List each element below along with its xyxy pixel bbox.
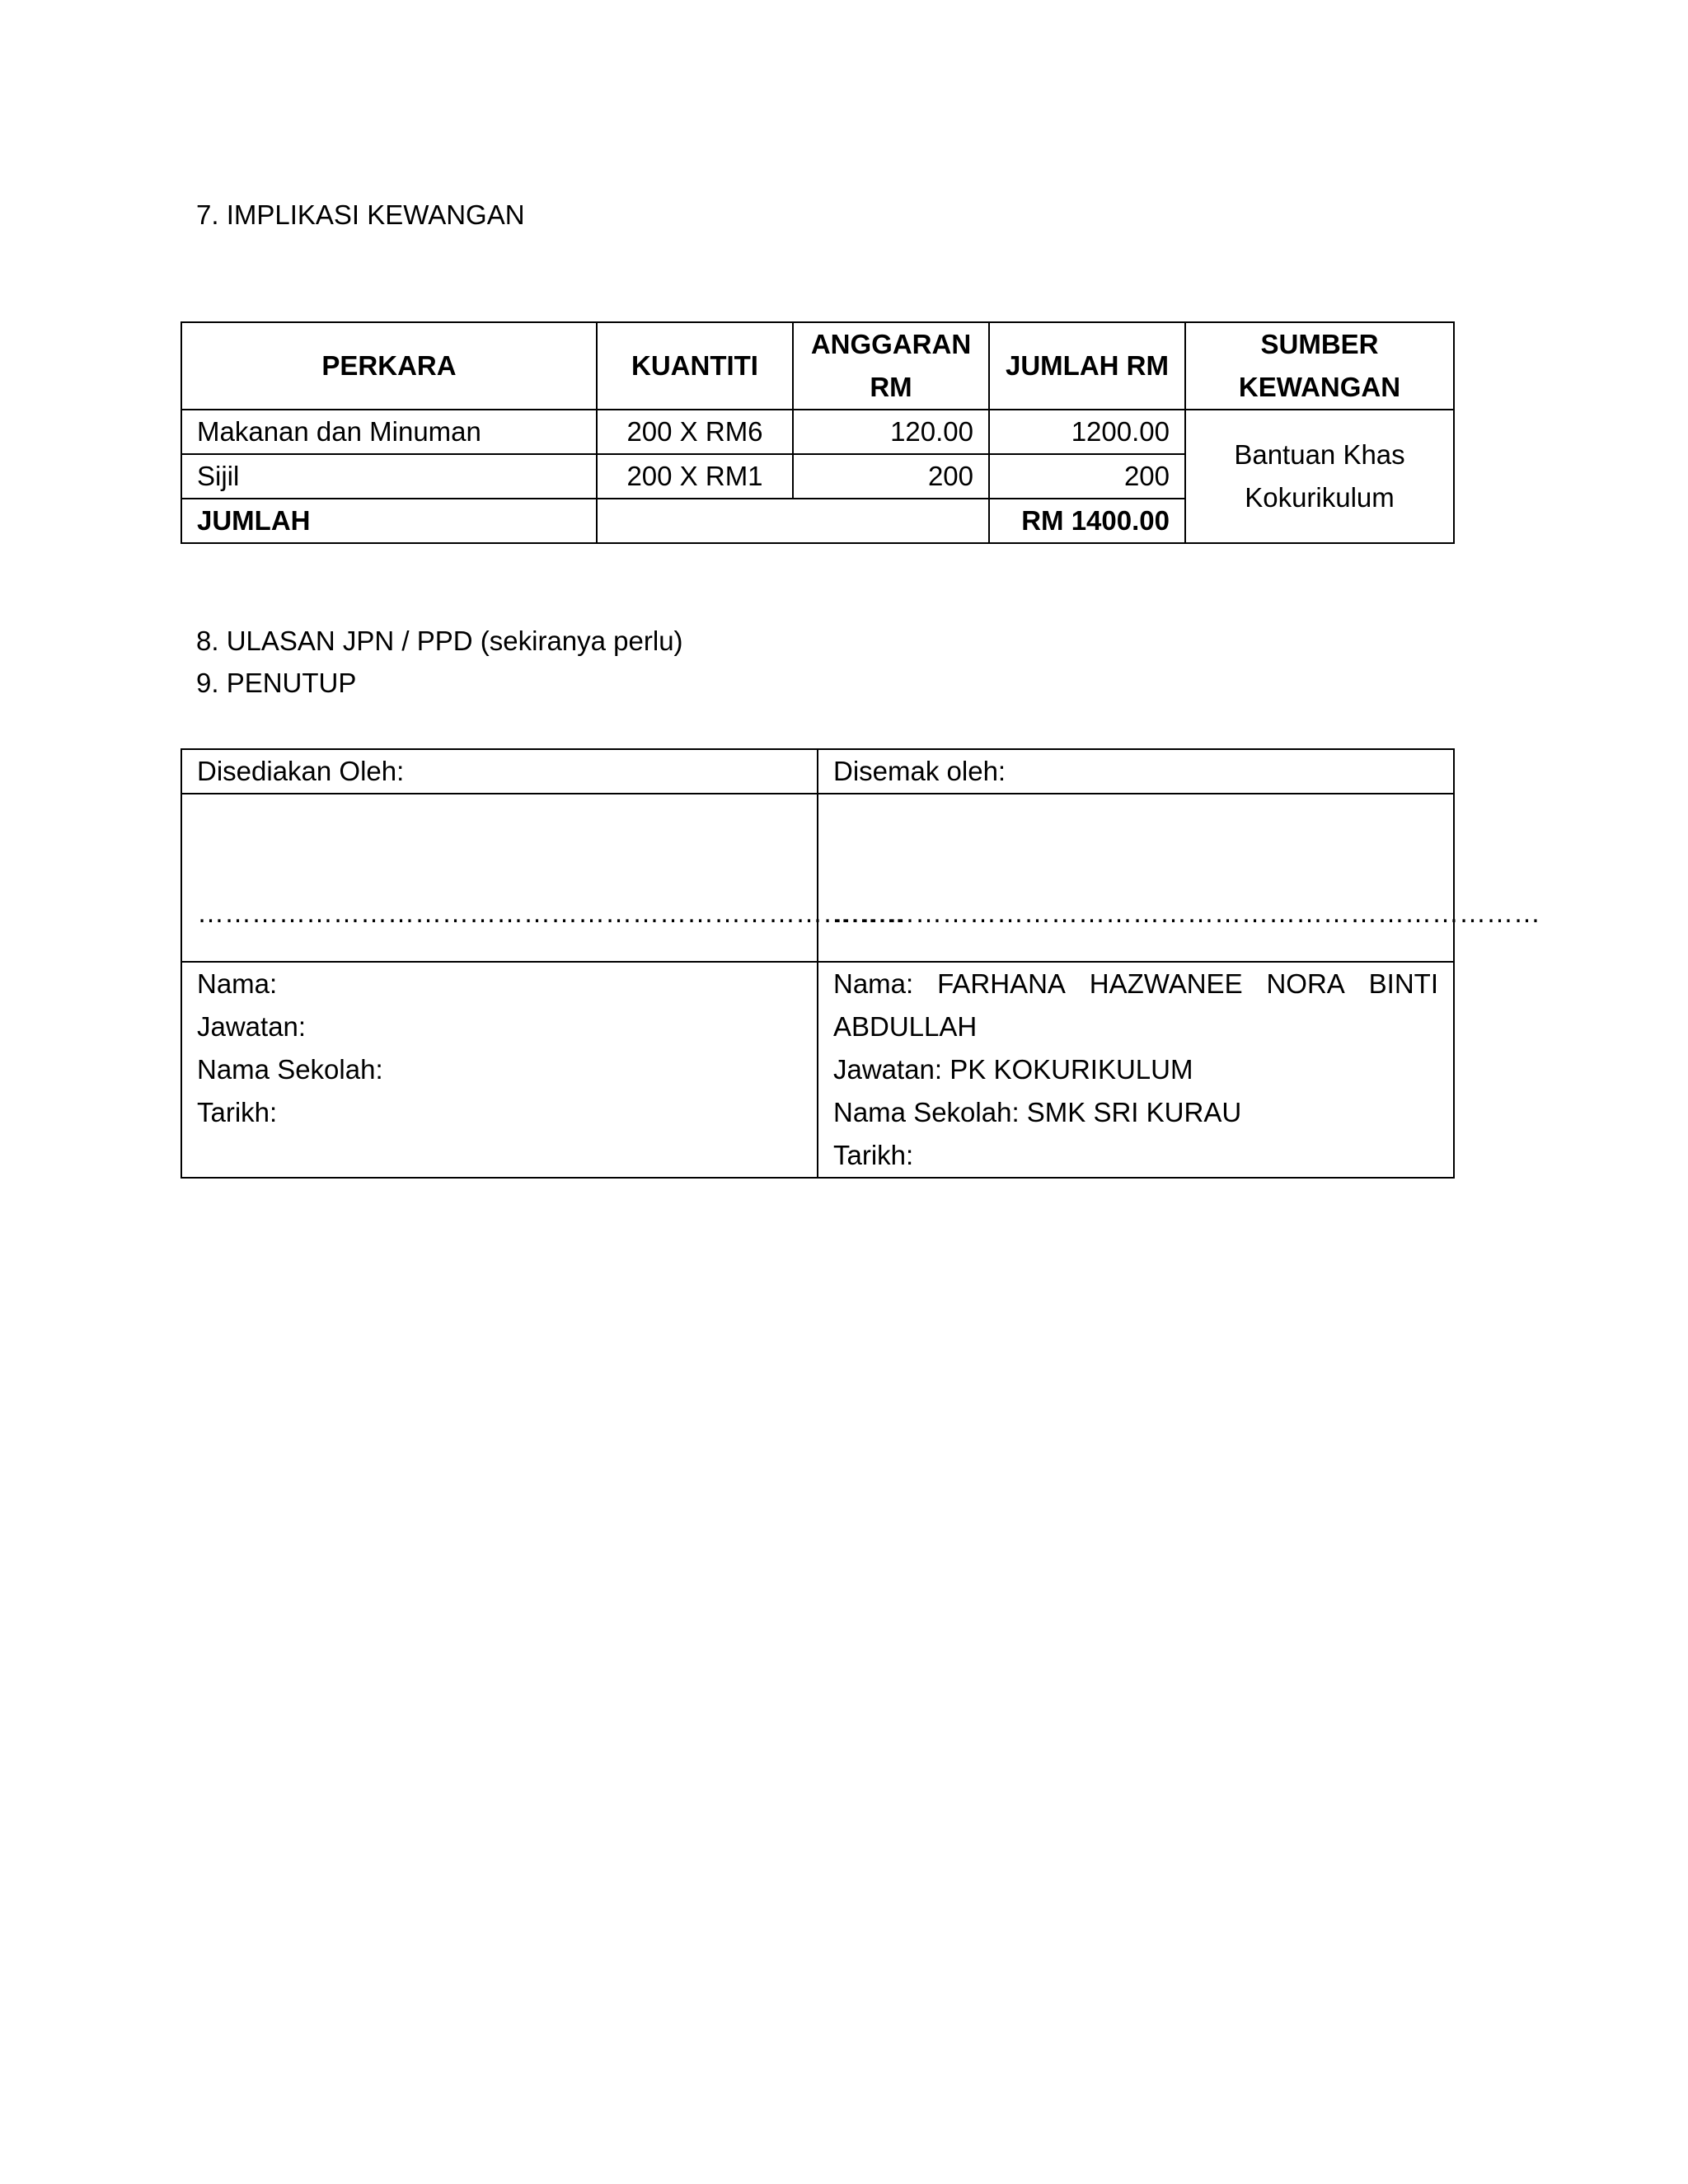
total-empty-cell — [597, 499, 989, 543]
header-anggaran-line1: ANGGARAN — [810, 329, 972, 359]
reviewed-signature-cell — [818, 794, 1540, 962]
row-kuantiti: 200 X RM6 — [597, 410, 793, 454]
section-9-heading: 9. PENUTUP — [196, 668, 357, 698]
row-perkara: Sijil — [181, 454, 597, 499]
reviewed-jawatan: Jawatan: PK KOKURIKULUM — [833, 1054, 1193, 1085]
financial-table-header-row — [181, 322, 1454, 410]
row-jumlah: 200 — [989, 454, 1185, 499]
reviewed-tarikh: Tarikh: — [833, 1140, 914, 1170]
header-anggaran-line2: RM — [870, 372, 912, 402]
reviewed-nama-line — [833, 963, 1438, 1005]
prepared-jawatan: Jawatan: — [197, 1011, 307, 1042]
total-value: RM 1400.00 — [989, 499, 1185, 543]
reviewed-by-label: Disemak oleh: — [818, 749, 1454, 794]
reviewed-nama-word: HAZWANEE — [1089, 968, 1243, 999]
reviewed-nama-line2: ABDULLAH — [833, 1011, 978, 1042]
prepared-tarikh: Tarikh: — [197, 1097, 278, 1127]
header-sumber-line1: SUMBER — [1260, 329, 1379, 359]
header-jumlah: JUMLAH RM — [989, 322, 1185, 410]
prepared-by-label: Disediakan Oleh: — [181, 749, 818, 794]
reviewed-signature-line: …………………………………………………………………… — [833, 898, 1540, 928]
row-kuantiti: 200 X RM1 — [597, 454, 793, 499]
section-7-heading: 7. IMPLIKASI KEWANGAN — [196, 199, 525, 230]
header-kuantiti: KUANTITI — [597, 322, 793, 410]
prepared-details-cell — [181, 962, 818, 1178]
source-line1: Bantuan Khas — [1234, 439, 1405, 470]
reviewed-nama-word: NORA — [1266, 968, 1345, 999]
source-cell — [1185, 410, 1454, 543]
source-line2: Kokurikulum — [1245, 482, 1395, 513]
header-anggaran — [793, 322, 989, 410]
row-perkara: Makanan dan Minuman — [181, 410, 597, 454]
reviewed-nama-word: FARHANA — [937, 968, 1066, 999]
row-anggaran: 200 — [793, 454, 989, 499]
row-anggaran: 120.00 — [793, 410, 989, 454]
reviewed-sekolah: Nama Sekolah: SMK SRI KURAU — [833, 1097, 1242, 1127]
row-jumlah: 1200.00 — [989, 410, 1185, 454]
section-8-heading: 8. ULASAN JPN / PPD (sekiranya perlu) — [196, 626, 683, 656]
total-label: JUMLAH — [181, 499, 597, 543]
header-perkara: PERKARA — [181, 322, 597, 410]
header-sumber-line2: KEWANGAN — [1238, 372, 1401, 402]
prepared-signature-line: …………………………………………………………………… — [197, 898, 904, 928]
reviewed-details-cell — [818, 962, 1454, 1178]
financial-table — [181, 321, 1455, 544]
signature-table — [181, 748, 1540, 1179]
reviewed-nama-word: BINTI — [1368, 968, 1438, 999]
header-sumber — [1185, 322, 1454, 410]
prepared-nama: Nama: — [197, 968, 278, 999]
prepared-sekolah: Nama Sekolah: — [197, 1054, 383, 1085]
prepared-signature-cell — [181, 794, 904, 962]
reviewed-nama-label: Nama: — [833, 968, 914, 999]
table-row — [181, 410, 1454, 454]
